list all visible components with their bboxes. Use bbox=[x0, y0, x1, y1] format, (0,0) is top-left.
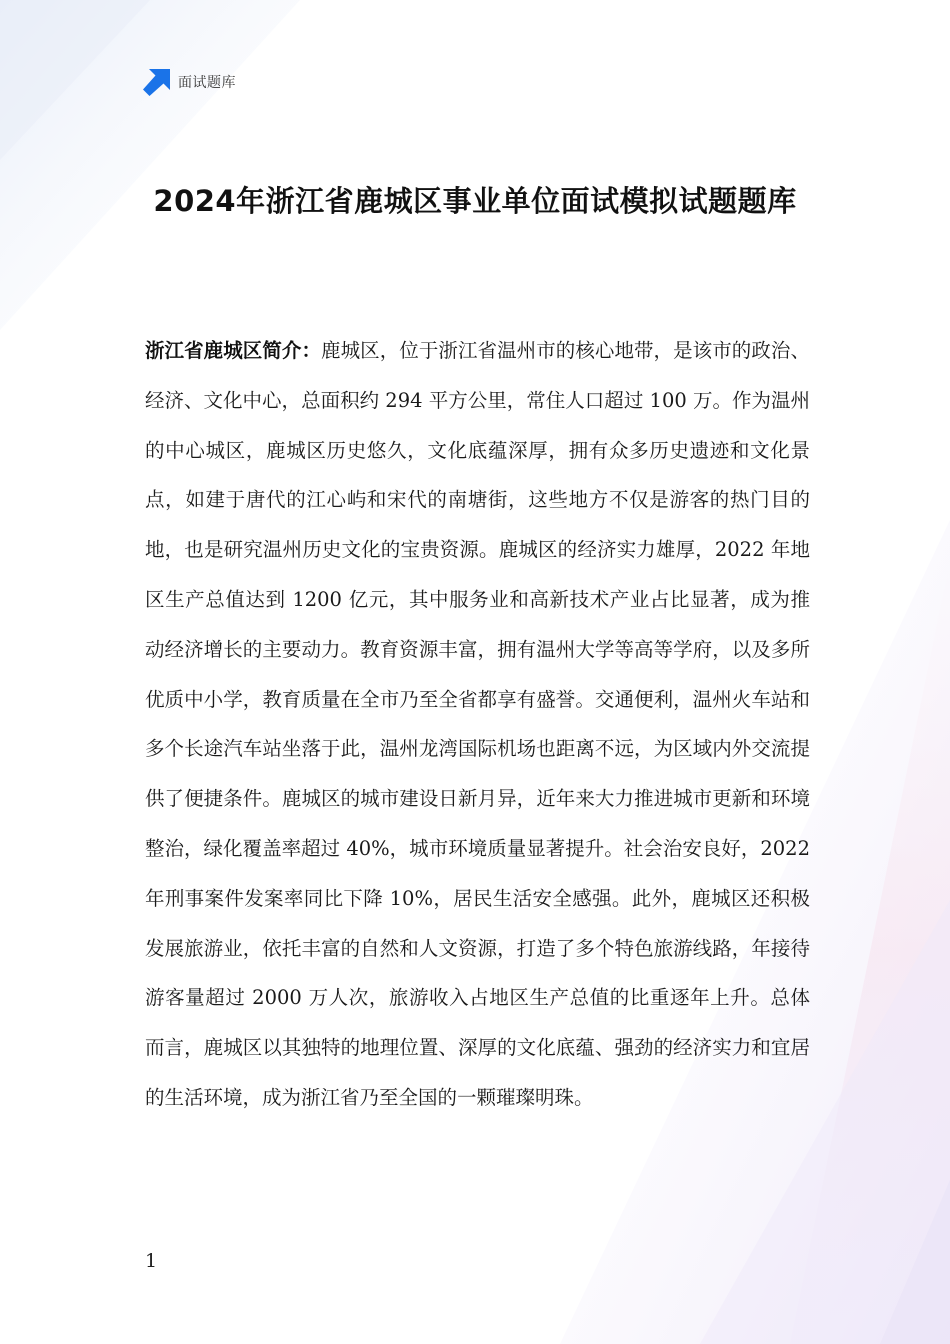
document-title: 2024年浙江省鹿城区事业单位面试模拟试题题库 bbox=[153, 184, 797, 218]
brand-header bbox=[143, 68, 236, 96]
arrow-up-right-icon bbox=[143, 69, 170, 96]
page-number: 1 bbox=[145, 1250, 158, 1272]
intro-paragraph bbox=[145, 326, 810, 1123]
intro-text: 鹿城区，位于浙江省温州市的核心地带，是该市的政治、经济、文化中心，总面积约 294 平方公里，常住人口超过 100 万。作为温州的中心城区，鹿城区历史悠久，文化底蕴深厚，拥有众多历史遗迹和文化景点，如建于唐代的江心屿和宋代的南塘街，这些地方不仅是游客的热门目的地，也是研究温州历史文化的宝贵资源。鹿城区的经济实力雄厚，2022 年地区生产总值达到 1200 亿元，其中服务业和高新技术产业占比显著，成为推动经济增长的主要动力。教育资源丰富，拥有温州大学等高等学府，以及多所优质中小学，教育质量在全市乃至全省都享有盛誉。交通便利，温州火车站和多个长途汽车站坐落于此，温州龙湾国际机场也距离不远，为区域内外交流提供了便捷条件。鹿城区的城市建设日新月异，近年来大力推进城市更新和环境整治，绿化覆盖率超过 40%，城市环境质量显著提升。社会治安良好，2022 年刑事案件发案率同比下降 10%，居民生活安全感强。此外，鹿城区还积极发展旅游业，依托丰富的自然和人文资源，打造了多个特色旅游线路，年接待游客量超过 2000 万人次，旅游收入占地区生产总值的比重逐年上升。总体而言，鹿城区以其独特的地理位置、深厚的文化底蕴、强劲的经济实力和宜居的生活环境，成为浙江省乃至全国的一颗璀璨明珠。 bbox=[145, 339, 810, 1109]
brand-name: 面试题库 bbox=[178, 75, 236, 91]
intro-label: 浙江省鹿城区简介： bbox=[145, 339, 322, 362]
